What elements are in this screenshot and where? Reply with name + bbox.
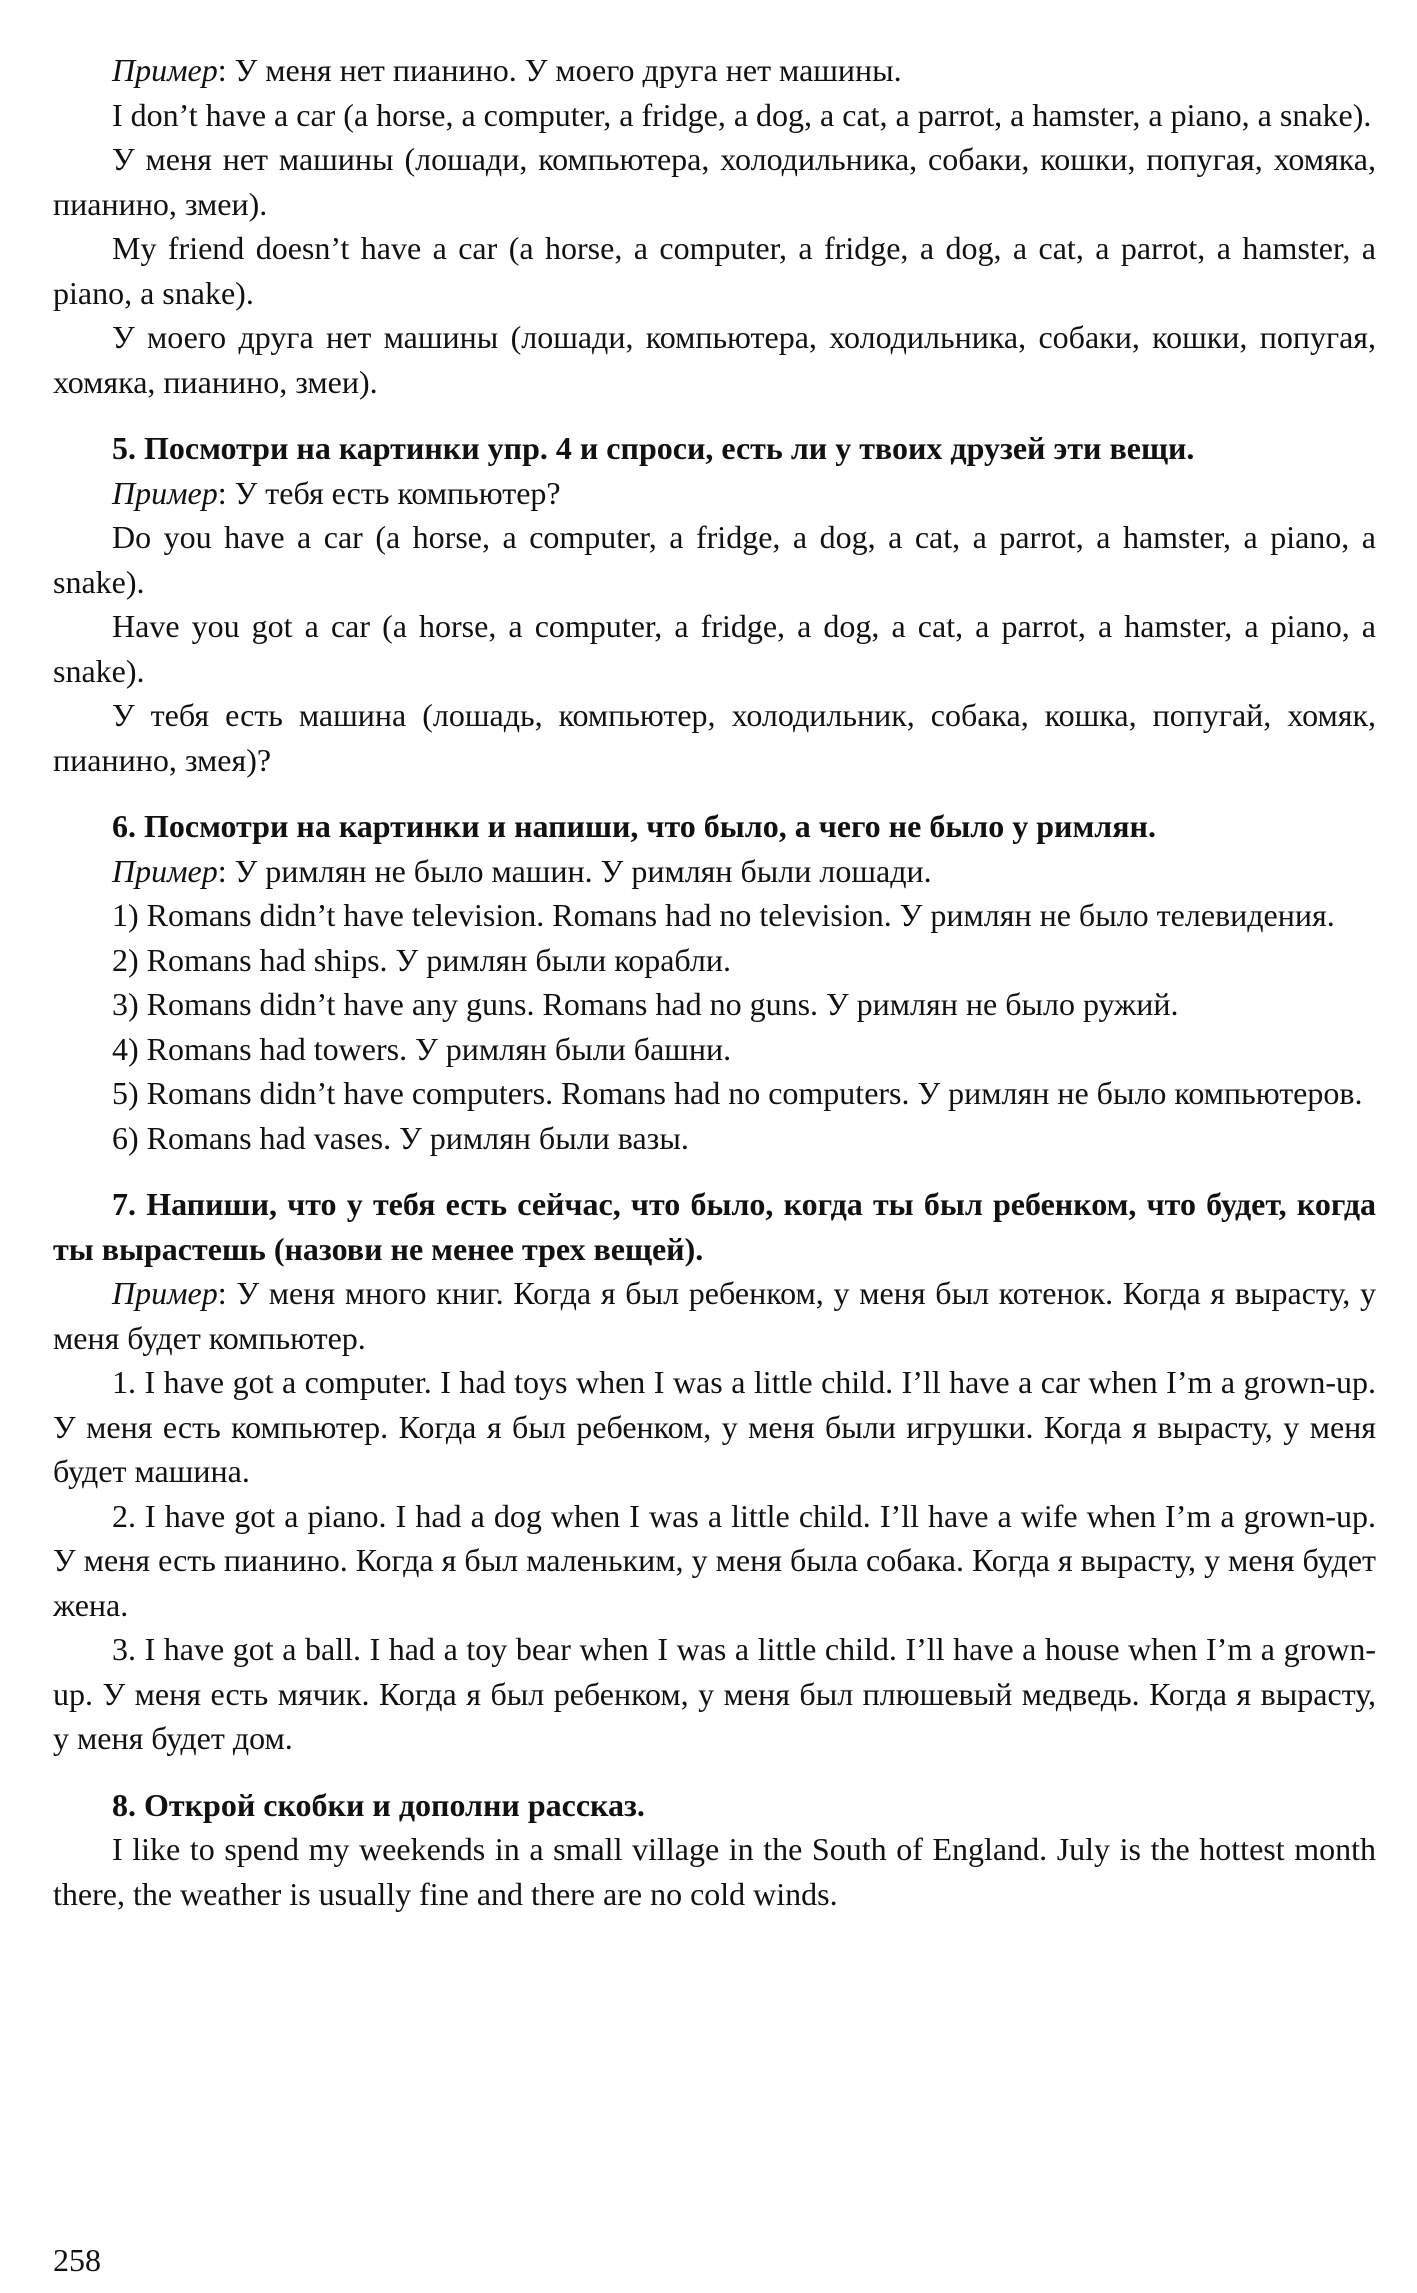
exercise-heading: 7. Напиши, что у тебя есть сейчас, что было, когда ты был ребенком, что будет, когда ты вырастешь (назови не менее трех вещей). [53,1186,1376,1267]
exercise-heading: 8. Открой скобки и дополни рассказ. [112,1786,645,1823]
paragraph: У моего друга нет машины (лошади, компьютера, холодильника, собаки, кошки, попугая, хомяка, пианино, змеи). [53,319,1376,400]
paragraph: У тебя есть машина (лошадь, компьютер, холодильник, собака, кошка, попугай, хомяк, пианино, змея)? [53,697,1376,778]
paragraph: 3. I have got a ball. I had a toy bear when I was a little child. I’ll have a house when I’m a grown-up. У меня есть мячик. Когда я был ребенком, у меня был плюшевый медведь. Когда я вырасту, у меня будет дом. [53,1631,1376,1756]
paragraph: 1. I have got a computer. I had toys when I was a little child. I’ll have a car when I’m a grown-up. У меня есть компьютер. Когда я был ребенком, у меня были игрушки. Когда я вырасту, у меня будет машина. [53,1364,1376,1489]
example-text: У меня много книг. Когда я был ребенком, у меня был котенок. Когда я вырасту, у меня будет компьютер. [53,1275,1377,1356]
example-line: Пример: У меня много книг. Когда я был ребенком, у меня был котенок. Когда я вырасту, у меня будет компьютер. [53,1275,1377,1356]
paragraph: 3) Romans didn’t have any guns. Romans had no guns. У римлян не было ружий. [112,986,1179,1022]
example-label: Пример [112,474,218,511]
example-line: Пример: У меня нет пианино. У моего друга нет машины. [112,52,902,88]
paragraph: 1) Romans didn’t have television. Romans had no television. У римлян не было телевидения. [112,897,1335,933]
section-exercise-6 [53,804,1376,1160]
paragraph: I don’t have a car (a horse, a computer, a fridge, a dog, a cat, a parrot, a hamster, a piano, a snake). [112,96,1372,133]
paragraph: Do you have a car (a horse, a computer, a fridge, a dog, a cat, a parrot, a hamster, a piano, a snake). [53,519,1376,600]
paragraph: 2. I have got a piano. I had a dog when I was a little child. I’ll have a wife when I’m a grown-up. У меня есть пианино. Когда я был маленьким, у меня была собака. Когда я вырасту, у меня будет жена. [53,1497,1376,1623]
section-exercise-7 [53,1182,1376,1761]
example-label: Пример [112,52,218,88]
example-line: Пример: У тебя есть компьютер? [112,474,561,511]
example-label: Пример [112,852,218,889]
document-page [53,48,1376,1916]
page-number: 258 [53,2242,101,2278]
paragraph: 4) Romans had towers. У римлян были башни. [112,1030,732,1067]
section-intro [53,48,1376,404]
paragraph: 5) Romans didn’t have computers. Romans had no computers. У римлян не было компьютеров. [112,1075,1363,1111]
exercise-heading: 6. Посмотри на картинки и напиши, что было, а чего не было у римлян. [112,808,1156,844]
paragraph: Have you got a car (a horse, a computer, a fridge, a dog, a cat, a parrot, a hamster, a piano, a snake). [53,608,1376,689]
example-line: Пример: У римлян не было машин. У римлян были лошади. [112,852,932,889]
example-text: У меня нет пианино. У моего друга нет машины. [234,52,902,88]
example-label: Пример [112,1275,218,1311]
paragraph: 2) Romans had ships. У римлян были корабли. [112,941,731,978]
paragraph: У меня нет машины (лошади, компьютера, холодильника, собаки, кошки, попугая, хомяка, пианино, змеи). [53,141,1376,222]
exercise-heading: 5. Посмотри на картинки упр. 4 и спроси, есть ли у твоих друзей эти вещи. [112,430,1195,466]
section-exercise-5 [53,426,1376,782]
example-text: У тебя есть компьютер? [234,474,561,511]
paragraph: My friend doesn’t have a car (a horse, a computer, a fridge, a dog, a cat, a parrot, a hamster, a piano, a snake). [53,230,1376,311]
example-text: У римлян не было машин. У римлян были лошади. [234,852,932,889]
section-exercise-8 [53,1783,1376,1917]
paragraph: 6) Romans had vases. У римлян были вазы. [112,1119,689,1156]
paragraph: I like to spend my weekends in a small village in the South of England. July is the hottest month there, the weather is usually fine and there are no cold winds. [53,1831,1376,1912]
